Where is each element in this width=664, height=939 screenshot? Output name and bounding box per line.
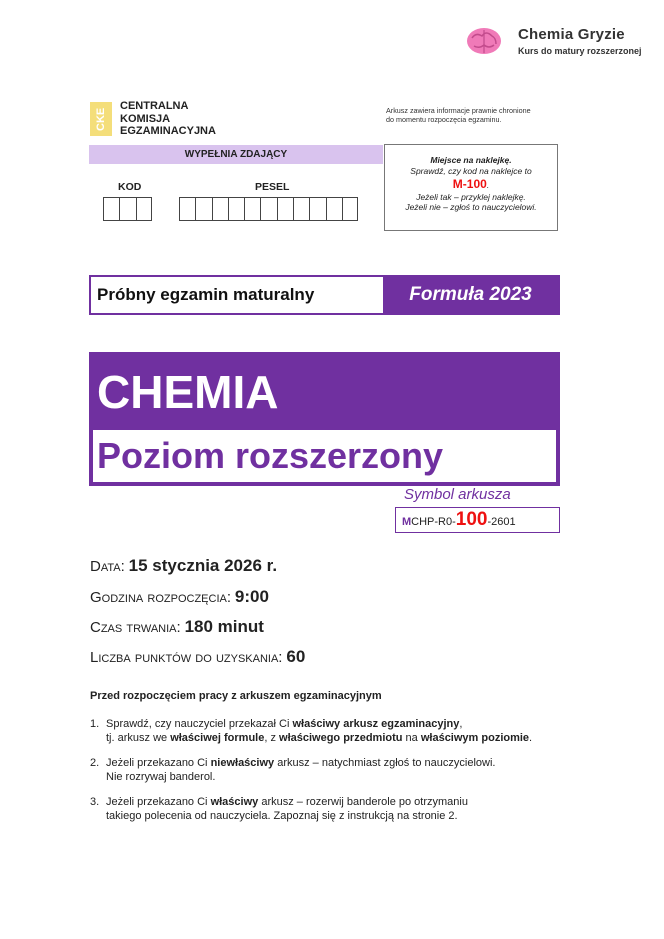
fill-header: WYPEŁNIA ZDAJĄCY <box>89 145 383 164</box>
item-bold: właściwy arkusz egzaminacyjny <box>292 718 460 730</box>
symbol-prefix: CHP-R0- <box>411 516 456 528</box>
kod-boxes[interactable] <box>103 197 152 221</box>
date-label: Data: <box>90 558 125 575</box>
item-text: arkusz – rozerwij banderole po otrzymaniu <box>258 796 468 808</box>
exam-points <box>90 647 305 667</box>
duration-value: 180 minut <box>184 617 264 636</box>
item-bold: właściwym poziomie <box>420 732 530 744</box>
cke-mark: CKE <box>90 102 112 136</box>
item-text: , z <box>264 732 280 744</box>
sticker-line-3: Jeżeli nie – zgłoś to nauczycielowi. <box>405 202 537 213</box>
sticker-line-1: Sprawdź, czy kod na naklejce to <box>410 165 532 176</box>
formula-label: Formuła 2023 <box>383 277 558 313</box>
notice-line-2: do momentu rozpoczęcia egzaminu. <box>386 115 502 124</box>
exam-date <box>90 556 277 576</box>
pesel-box[interactable] <box>212 197 228 221</box>
item-text: Sprawdź, czy nauczyciel przekazał Ci <box>106 718 293 730</box>
item-bold: właściwej formule <box>170 732 265 744</box>
symbol-code <box>395 507 560 533</box>
instructions-list <box>90 717 560 834</box>
pesel-box[interactable] <box>309 197 325 221</box>
cke-line-2: KOMISJA <box>120 112 171 125</box>
item-text: arkusz – natychmiast zgłoś to nauczycielowi. <box>274 757 496 769</box>
sticker-dot: . <box>486 179 490 190</box>
pesel-box[interactable] <box>342 197 358 221</box>
kod-box[interactable] <box>119 197 135 221</box>
kod-box[interactable] <box>103 197 119 221</box>
item-text: Jeżeli przekazano Ci <box>106 796 211 808</box>
sticker-code: M-100 <box>452 176 487 191</box>
pesel-box[interactable] <box>228 197 244 221</box>
item-number: 1. <box>90 718 100 730</box>
pesel-box[interactable] <box>195 197 211 221</box>
notice-line-1: Arkusz zawiera informacje prawnie chronione <box>386 106 531 115</box>
list-item <box>90 717 560 745</box>
exam-type: Próbny egzamin maturalny <box>91 277 383 313</box>
item-text: , <box>459 718 463 730</box>
cke-line-3: EGZAMINACYJNA <box>120 125 216 137</box>
symbol-prefix-m: M <box>402 516 412 528</box>
kod-box[interactable] <box>136 197 152 221</box>
sticker-title: Miejsce na naklejkę. <box>430 155 512 165</box>
item-number: 2. <box>90 757 100 769</box>
sticker-line-2: Jeżeli tak – przyklej naklejkę. <box>416 191 526 202</box>
item-text: na <box>402 732 421 744</box>
list-item <box>90 756 560 784</box>
symbol-number: 100 <box>455 509 488 530</box>
item-bold: właściwego przedmiotu <box>279 732 403 744</box>
brain-icon <box>466 26 502 56</box>
brand-header <box>466 22 656 62</box>
item-text: Jeżeli przekazano Ci <box>106 757 211 769</box>
cke-line-1: CENTRALNA <box>120 100 189 112</box>
confidential-notice <box>386 106 566 124</box>
item-bold: właściwy <box>210 796 259 808</box>
pesel-box[interactable] <box>326 197 342 221</box>
points-label: Liczba punktów do uzyskania: <box>90 649 283 666</box>
start-label: Godzina rozpoczęcia: <box>90 589 232 606</box>
duration-label: Czas trwania: <box>90 619 181 636</box>
pesel-box[interactable] <box>260 197 276 221</box>
item-text: tj. arkusz we <box>106 732 171 744</box>
exam-start <box>90 587 269 607</box>
list-item <box>90 795 560 823</box>
item-text: takiego polecenia od nauczyciela. Zapoznaj się z instrukcją na stronie 2. <box>106 810 458 822</box>
item-number: 3. <box>90 796 100 808</box>
pesel-box[interactable] <box>277 197 293 221</box>
pesel-box[interactable] <box>293 197 309 221</box>
pesel-boxes[interactable] <box>179 197 358 221</box>
symbol-label: Symbol arkusza <box>404 486 511 503</box>
pesel-label: PESEL <box>255 181 290 193</box>
cke-logo <box>90 100 270 140</box>
kod-label: KOD <box>118 181 142 193</box>
exam-duration <box>90 617 264 637</box>
date-value: 15 stycznia 2026 r. <box>128 556 278 575</box>
brand-tagline: Kurs do matury rozszerzonej <box>518 46 642 56</box>
subject-title: CHEMIA <box>97 366 279 418</box>
formula-band <box>89 275 560 315</box>
instructions-heading: Przed rozpoczęciem pracy z arkuszem egzaminacyjnym <box>90 690 382 702</box>
subject-block <box>89 352 560 486</box>
item-text: . <box>529 732 533 744</box>
start-value: 9:00 <box>234 587 269 606</box>
symbol-suffix: -2601 <box>487 516 516 528</box>
subject-level: Poziom rozszerzony <box>97 435 444 476</box>
pesel-box[interactable] <box>244 197 260 221</box>
item-bold: niewłaściwy <box>210 757 275 769</box>
item-text: Nie rozrywaj banderol. <box>106 771 216 783</box>
points-value: 60 <box>286 647 306 666</box>
pesel-box[interactable] <box>179 197 195 221</box>
brand-name: Chemia Gryzie <box>518 26 625 43</box>
sticker-area <box>384 144 558 231</box>
